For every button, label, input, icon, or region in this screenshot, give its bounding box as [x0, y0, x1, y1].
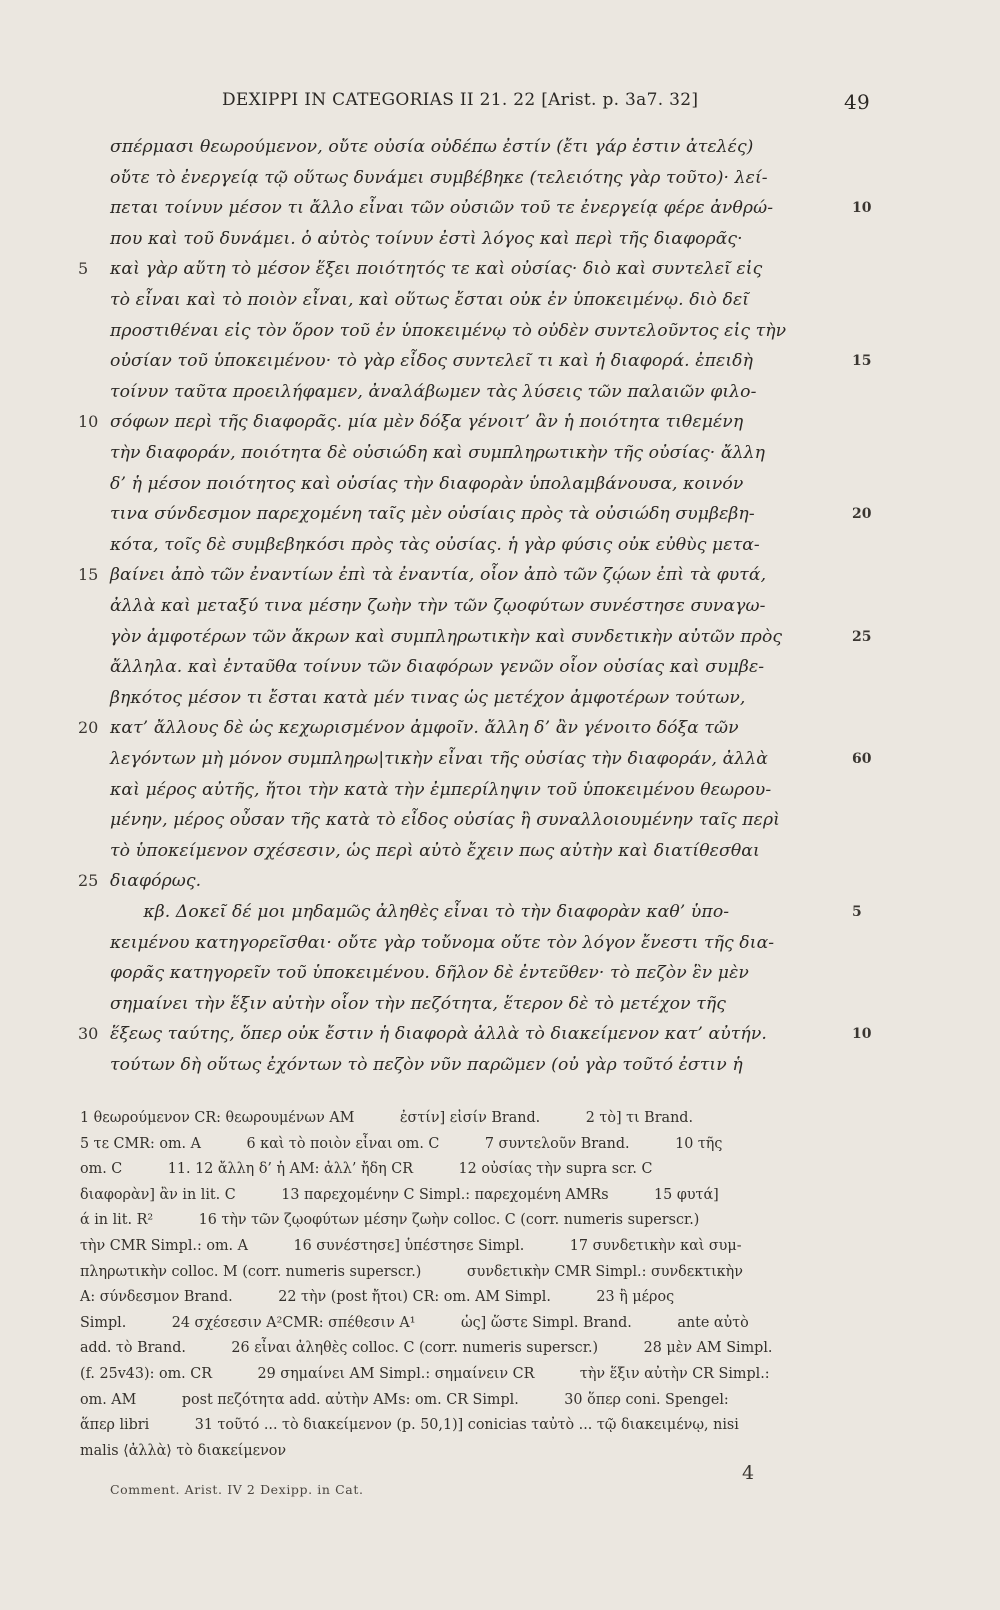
page-header: [110, 90, 870, 116]
text-line: [0, 316, 1000, 346]
line-text: σημαίνει τὴν ἕξιν αὐτὴν οἷον τὴν πεζότητα, ἕτερον δὲ τὸ μετέχον τῆς: [110, 993, 726, 1014]
text-line: [0, 254, 1000, 284]
line-text: μένην, μέρος οὖσαν τῆς κατὰ τὸ εἶδος οὐσίας ἢ συναλλοιουμένην ταῖς περὶ: [110, 810, 781, 831]
line-text: γὸν ἀμφοτέρων τῶν ἄκρων καὶ συμπληρωτικὴν καὶ συνδετικὴν αὐτῶν πρὸς: [110, 626, 783, 647]
text-line: [0, 897, 1000, 927]
text-line: [0, 713, 1000, 743]
line-text: κότα, τοῖς δὲ συμβεβηκόσι πρὸς τὰς οὐσίας. ἡ γὰρ φύσις οὐκ εὐθὺς μετα-: [110, 534, 760, 555]
line-text: που καὶ τοῦ δυνάμει. ὁ αὐτὸς τοίνυν ἐστὶ λόγος καὶ περὶ τῆς διαφορᾶς·: [110, 228, 743, 249]
line-text: τοίνυν ταῦτα προειλήφαμεν, ἀναλάβωμεν τὰς λύσεις τῶν παλαιῶν φιλο-: [110, 381, 757, 402]
line-text: ἀλλὰ καὶ μεταξύ τινα μέσην ζωὴν τὴν τῶν ζῳοφύτων συνέστησε συναγω-: [110, 596, 766, 616]
line-number-left: 20: [78, 718, 99, 738]
line-text: δ’ ἡ μέσον ποιότητος καὶ οὐσίας τὴν διαφορὰν ὑπολαμβάνουσα, κοινόν: [110, 473, 744, 494]
line-text: κβ. Δοκεῖ δέ μοι μηδαμῶς ἀληθὲς εἶναι τὸ τὴν διαφορὰν καθ’ ὑπο-: [110, 902, 730, 922]
line-text: προστιθέναι εἰς τὸν ὅρον τοῦ ἐν ὑποκειμένῳ τὸ οὐδὲν συντελοῦντος εἰς τὴν: [110, 320, 787, 341]
text-line: [0, 346, 1000, 376]
footnote-line: πληρωτικὴν colloc. M (corr. numeris superscr.) συνδετικὴν CMR Simpl.: συνδεκτικὴν: [80, 1263, 743, 1280]
line-text: τὸ εἶναι καὶ τὸ ποιὸν εἶναι, καὶ οὕτως ἔσται οὐκ ἐν ὑποκειμένῳ. διὸ δεῖ: [110, 290, 750, 310]
line-number-right: 15: [852, 353, 872, 370]
line-text: πεται τοίνυν μέσον τι ἄλλο εἶναι τῶν οὐσιῶν τοῦ τε ἐνεργείᾳ φέρε ἀνθρώ-: [110, 198, 774, 219]
line-number-left: 30: [78, 1024, 99, 1044]
line-text: ἄλληλα. καὶ ἐνταῦθα τοίνυν τῶν διαφόρων γενῶν οἷον οὐσίας καὶ συμβε-: [110, 657, 765, 678]
line-text: τούτων δὴ οὕτως ἐχόντων τὸ πεζὸν νῦν παρῶμεν (οὐ γὰρ τοῦτό ἐστιν ἡ: [110, 1055, 743, 1075]
text-line: [0, 683, 1000, 713]
text-line: [0, 377, 1000, 407]
footnote-line: 5 τε CMR: om. A 6 καὶ τὸ ποιὸν εἶναι om. C 7 συντελοῦν Brand. 10 τῆς: [80, 1135, 723, 1152]
footnote-line: (f. 25v43): om. CR 29 σημαίνει AM Simpl.: σημαίνειν CR τὴν ἕξιν αὐτὴν CR Simpl.:: [80, 1366, 770, 1382]
line-text: σόφων περὶ τῆς διαφορᾶς. μία μὲν δόξα γένοιτ’ ἂν ἡ ποιότητα τιθεμένη: [110, 412, 744, 433]
footnote-line: A: σύνδεσμον Brand. 22 τὴν (post ἤτοι) CR: om. AM Simpl. 23 ἢ μέρος: [80, 1289, 675, 1306]
line-number-right: 25: [852, 628, 872, 645]
footnote-line: Simpl. 24 σχέσεσιν A²CMR: σπέθεσιν A¹ ὡς] ὥστε Simpl. Brand. ante αὐτὸ: [80, 1314, 749, 1331]
line-number-left: 25: [78, 871, 99, 891]
line-number-right: 60: [852, 751, 872, 767]
text-line: [0, 591, 1000, 621]
line-text: καὶ γὰρ αὕτη τὸ μέσον ἕξει ποιότητός τε καὶ οὐσίας· διὸ καὶ συντελεῖ εἰς: [110, 259, 763, 280]
text-line: [0, 193, 1000, 223]
line-number-right: 10: [852, 200, 872, 217]
line-text: βαίνει ἀπὸ τῶν ἐναντίων ἐπὶ τὰ ἐναντία, οἷον ἀπὸ τῶν ζῴων ἐπὶ τὰ φυτά,: [110, 565, 767, 586]
running-title: DEXIPPI IN CATEGORIAS II 21. 22 [Arist. p. 3a7. 32]: [222, 90, 699, 110]
text-line: [0, 560, 1000, 590]
text-line: [0, 438, 1000, 468]
footnote-line: ά in lit. R² 16 τὴν τῶν ζῳοφύτων μέσην ζωὴν colloc. C (corr. numeris superscr.): [80, 1212, 700, 1229]
line-text: σπέρμασι θεωρούμενον, οὔτε οὐσία οὐδέπω ἐστίν (ἔτι γάρ ἐστιν ἀτελές): [110, 137, 754, 157]
footnote-line: ἅπερ libri 31 τοῦτό ... τὸ διακείμενον (p. 50,1)] conicias ταὐτὸ ... τῷ διακειμένῳ, nisi: [80, 1417, 739, 1434]
line-number-right: 5: [852, 904, 862, 920]
text-line: [0, 1050, 1000, 1080]
footnote-line: τὴν CMR Simpl.: om. A 16 συνέστησε] ὑπέστησε Simpl. 17 συνδετικὴν καὶ συμ-: [80, 1238, 742, 1254]
line-text: οὔτε τὸ ἐνεργείᾳ τῷ οὕτως δυνάμει συμβέβηκε (τελειότης γὰρ τοῦτο)· λεί-: [110, 167, 768, 188]
line-text: ἕξεως ταύτης, ὅπερ οὐκ ἔστιν ἡ διαφορὰ ἀλλὰ τὸ διακείμενον κατ’ αὐτήν.: [110, 1024, 767, 1045]
line-number-left: 15: [78, 565, 99, 585]
line-text: οὐσίαν τοῦ ὑποκειμένου· τὸ γὰρ εἶδος συντελεῖ τι καὶ ἡ διαφορά. ἐπειδὴ: [110, 351, 754, 372]
text-line: [0, 469, 1000, 499]
line-text: τὸ ὑποκείμενον σχέσεσιν, ὡς περὶ αὐτὸ ἔχειν πως αὐτὴν καὶ διατίθεσθαι: [110, 840, 760, 861]
text-line: [0, 652, 1000, 682]
text-line: [0, 958, 1000, 988]
footnote-line: 1 θεωρούμενον CR: θεωρουμένων AM ἐστίν] εἰσίν Brand. 2 τὸ] τι Brand.: [80, 1110, 694, 1126]
line-number-left: 5: [78, 259, 89, 279]
line-number-left: 10: [78, 412, 99, 432]
footnote-line: malis ⟨ἀλλὰ⟩ τὸ διακείμενον: [80, 1442, 287, 1459]
signature-mark: 4: [742, 1462, 755, 1484]
line-text: καὶ μέρος αὐτῆς, ἤτοι τὴν κατὰ τὴν ἐμπερίληψιν τοῦ ὑποκειμένου θεωρου-: [110, 779, 772, 800]
text-line: [0, 285, 1000, 315]
text-line: [0, 622, 1000, 652]
line-text: λεγόντων μὴ μόνον συμπληρω|τικὴν εἶναι τῆς οὐσίας τὴν διαφοράν, ἀλλὰ: [110, 749, 769, 769]
text-line: [0, 163, 1000, 193]
page-footer: Comment. Arist. IV 2 Dexipp. in Cat.: [110, 1482, 364, 1497]
text-line: [0, 224, 1000, 254]
text-line: [0, 805, 1000, 835]
text-line: [0, 132, 1000, 162]
line-text: φορᾶς κατηγορεῖν τοῦ ὑποκειμένου. δῆλον δὲ ἐντεῦθεν· τὸ πεζὸν ἓν μὲν: [110, 963, 749, 984]
line-text: κειμένου κατηγορεῖσθαι· οὔτε γὰρ τοὔνομα οὔτε τὸν λόγον ἔνεστι τῆς δια-: [110, 932, 775, 953]
text-line: [0, 928, 1000, 958]
text-line: [0, 866, 1000, 896]
line-text: βηκότος μέσον τι ἔσται κατὰ μέν τινας ὡς μετέχον ἀμφοτέρων τούτων,: [110, 687, 746, 708]
footnote-line: διαφορὰν] ἂν in lit. C 13 παρεχομένην C Simpl.: παρεχομένη AMRs 15 φυτά]: [80, 1186, 719, 1203]
text-line: [0, 530, 1000, 560]
text-line: [0, 407, 1000, 437]
line-text: τινα σύνδεσμον παρεχομένη ταῖς μὲν οὐσίαις πρὸς τὰ οὐσιώδη συμβεβη-: [110, 504, 755, 525]
line-text: τὴν διαφοράν, ποιότητα δὲ οὐσιώδη καὶ συμπληρωτικὴν τῆς οὐσίας· ἄλλη: [110, 443, 765, 463]
line-number-right: 20: [852, 506, 872, 523]
footnote-line: om. AM post πεζότητα add. αὐτὴν AMs: om. CR Simpl. 30 ὅπερ coni. Spengel:: [80, 1391, 729, 1408]
text-line: [0, 1019, 1000, 1049]
footnote-line: add. τὸ Brand. 26 εἶναι ἀληθὲς colloc. C (corr. numeris superscr.) 28 μὲν AM Simpl.: [80, 1340, 773, 1357]
text-line: [0, 775, 1000, 805]
text-line: [0, 744, 1000, 774]
line-text: κατ’ ἄλλους δὲ ὡς κεχωρισμένον ἀμφοῖν. ἄλλη δ’ ἂν γένοιτο δόξα τῶν: [110, 718, 739, 739]
line-number-right: 10: [852, 1026, 872, 1043]
page-number: 49: [843, 90, 870, 114]
footnote-line: om. C 11. 12 ἄλλη δ’ ἡ AM: ἀλλ’ ἤδη CR 12 οὐσίας τὴν supra scr. C: [80, 1161, 653, 1178]
text-line: [0, 989, 1000, 1019]
text-line: [0, 499, 1000, 529]
text-line: [0, 836, 1000, 866]
line-text: διαφόρως.: [110, 871, 202, 892]
